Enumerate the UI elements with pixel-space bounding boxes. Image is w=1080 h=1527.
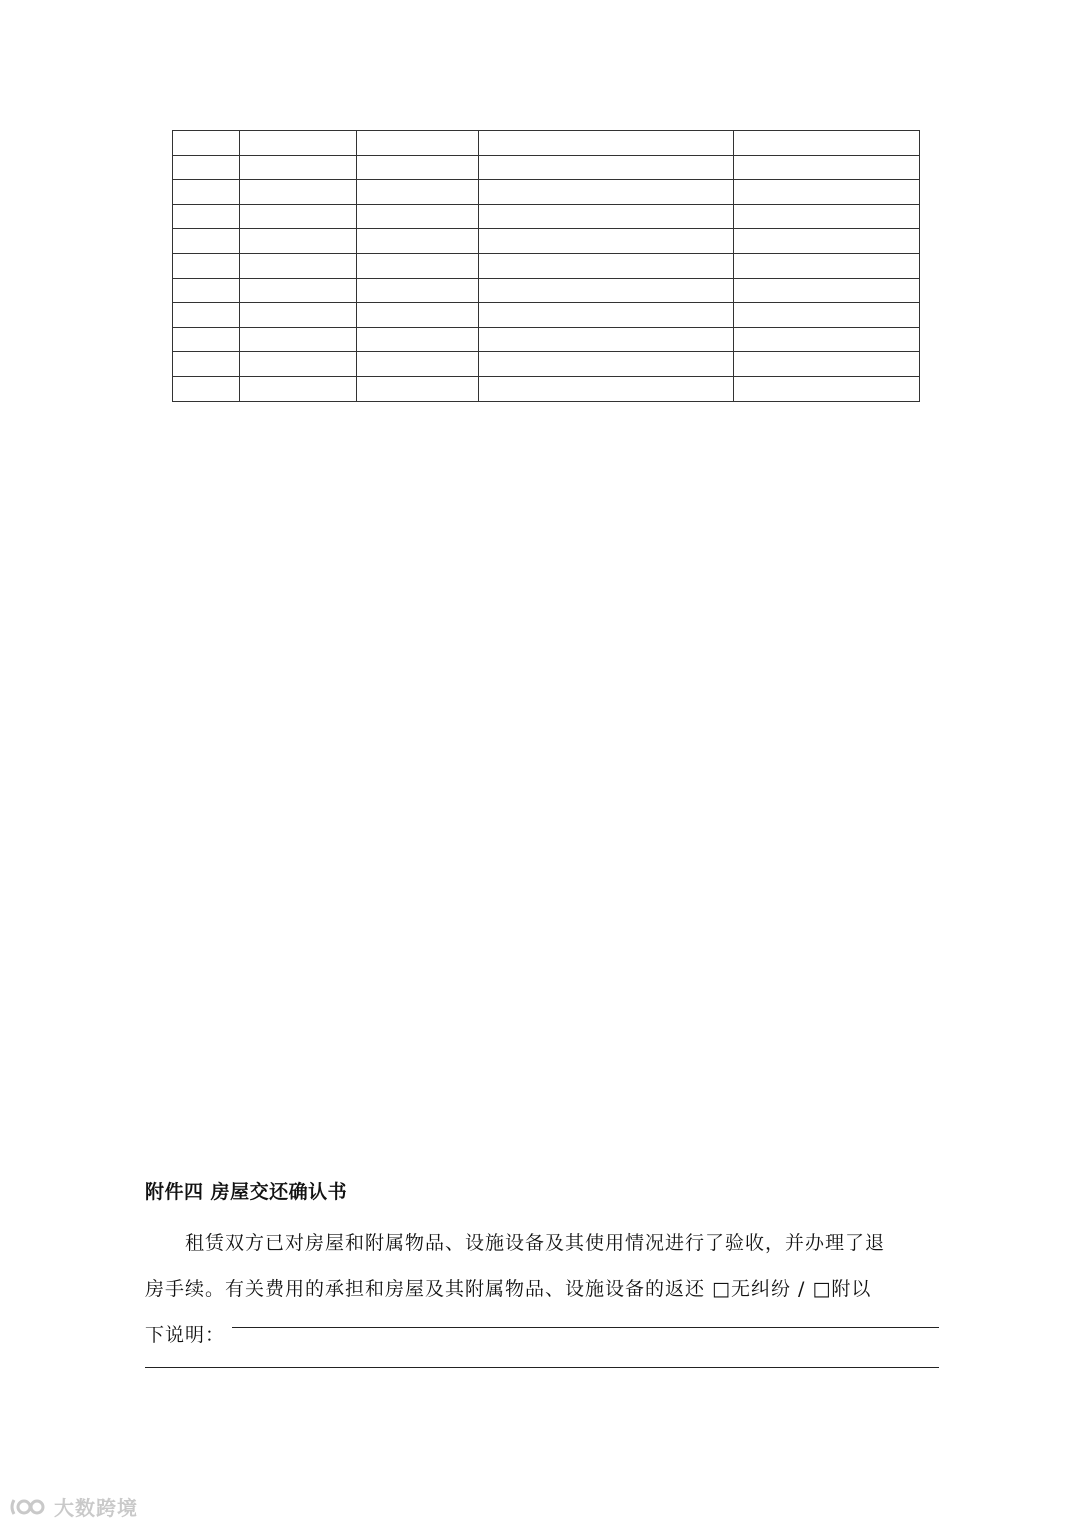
table-cell[interactable] xyxy=(240,253,357,278)
table-cell[interactable] xyxy=(734,180,920,205)
table-cell[interactable] xyxy=(240,352,357,377)
table-cell[interactable] xyxy=(479,327,734,352)
table-cell[interactable] xyxy=(357,253,479,278)
table-cell[interactable] xyxy=(173,155,240,180)
table-cell[interactable] xyxy=(479,376,734,401)
table-cell[interactable] xyxy=(479,180,734,205)
explanation-line-2[interactable] xyxy=(145,1367,939,1368)
table-cell[interactable] xyxy=(240,327,357,352)
watermark xyxy=(8,1492,138,1521)
table-cell[interactable] xyxy=(240,303,357,328)
table-cell[interactable] xyxy=(734,278,920,303)
table-cell[interactable] xyxy=(357,180,479,205)
table-row xyxy=(173,155,920,180)
table-cell[interactable] xyxy=(357,204,479,229)
blank-grid-table xyxy=(172,130,920,402)
table-cell[interactable] xyxy=(240,155,357,180)
table-cell[interactable] xyxy=(479,155,734,180)
table-cell[interactable] xyxy=(173,278,240,303)
table-cell[interactable] xyxy=(734,253,920,278)
table-cell[interactable] xyxy=(240,278,357,303)
table-cell[interactable] xyxy=(357,376,479,401)
table-cell[interactable] xyxy=(479,352,734,377)
explanation-line-1[interactable] xyxy=(232,1327,939,1328)
statement-line-1: 租赁双方已对房屋和附属物品、设施设备及其使用情况进行了验收，并办理了退 xyxy=(185,1232,886,1254)
table-cell[interactable] xyxy=(357,229,479,254)
statement-line-2: 房手续。有关费用的承担和房屋及其附属物品、设施设备的返还 □无纠纷 / □附以 xyxy=(145,1278,872,1300)
table-cell[interactable] xyxy=(240,229,357,254)
table-cell[interactable] xyxy=(479,278,734,303)
table-cell[interactable] xyxy=(357,303,479,328)
table-cell[interactable] xyxy=(240,376,357,401)
table-cell[interactable] xyxy=(479,253,734,278)
table-cell[interactable] xyxy=(357,327,479,352)
table-cell[interactable] xyxy=(240,131,357,156)
table-cell[interactable] xyxy=(734,204,920,229)
table-cell[interactable] xyxy=(734,155,920,180)
table-cell[interactable] xyxy=(357,352,479,377)
table-cell[interactable] xyxy=(734,327,920,352)
table-cell[interactable] xyxy=(479,229,734,254)
table-row xyxy=(173,303,920,328)
table-cell[interactable] xyxy=(357,131,479,156)
table-row xyxy=(173,131,920,156)
table-cell[interactable] xyxy=(479,204,734,229)
table-row xyxy=(173,229,920,254)
table-row xyxy=(173,180,920,205)
table-cell[interactable] xyxy=(479,303,734,328)
table-cell[interactable] xyxy=(240,204,357,229)
table-cell[interactable] xyxy=(734,229,920,254)
table-row xyxy=(173,204,920,229)
section-title: 附件四 房屋交还确认书 xyxy=(145,1181,348,1203)
statement-paragraph xyxy=(145,1220,945,1358)
table-cell[interactable] xyxy=(240,180,357,205)
table-row xyxy=(173,376,920,401)
table-cell[interactable] xyxy=(734,352,920,377)
table-cell[interactable] xyxy=(734,303,920,328)
table-cell[interactable] xyxy=(173,204,240,229)
table-row xyxy=(173,327,920,352)
statement-line-3: 下说明： xyxy=(145,1324,226,1346)
table-cell[interactable] xyxy=(357,278,479,303)
table-cell[interactable] xyxy=(173,253,240,278)
watermark-text: 大数跨境 xyxy=(54,1496,138,1520)
table-row xyxy=(173,352,920,377)
table-cell[interactable] xyxy=(479,131,734,156)
table-cell[interactable] xyxy=(173,352,240,377)
table-cell[interactable] xyxy=(734,376,920,401)
handover-section xyxy=(145,1178,945,1358)
table-cell[interactable] xyxy=(173,327,240,352)
table-row xyxy=(173,253,920,278)
table-cell[interactable] xyxy=(173,229,240,254)
table-cell[interactable] xyxy=(173,131,240,156)
table-cell[interactable] xyxy=(357,155,479,180)
table-cell[interactable] xyxy=(173,180,240,205)
table-cell[interactable] xyxy=(173,376,240,401)
brand-logo-icon xyxy=(8,1494,48,1520)
grid-body xyxy=(173,131,920,402)
table-cell[interactable] xyxy=(173,303,240,328)
table-cell[interactable] xyxy=(734,131,920,156)
table-row xyxy=(173,278,920,303)
